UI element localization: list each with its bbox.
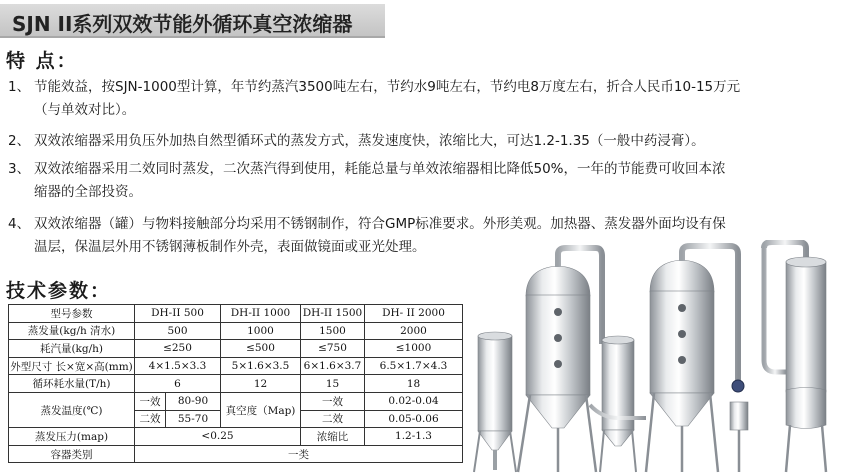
table-header-cell: DH- II 2000	[365, 305, 463, 323]
table-cell: 蒸发压力(map)	[9, 428, 135, 446]
condenser-unit	[764, 242, 826, 472]
table-row	[9, 322, 463, 340]
table-cell: 一效	[301, 392, 365, 410]
table-cell: 1.2-1.3	[365, 428, 463, 446]
table-header-cell: DH-II 1000	[221, 305, 301, 323]
table-row	[9, 445, 463, 463]
feature-item-2	[8, 130, 705, 153]
feature-line: 节能效益，按SJN-1000型计算，年节约蒸汽3500吨左右，节约水9吨左右，节约电8万度左右，折合人民币10-15万元	[34, 79, 741, 95]
equipment-image	[468, 240, 858, 473]
table-cell: 55-70	[166, 410, 221, 428]
table-cell: 浓缩比	[301, 428, 365, 446]
table-cell: 外型尺寸 长×宽×高(mm)	[9, 357, 135, 375]
table-row	[9, 340, 463, 358]
specs-table	[8, 304, 463, 463]
table-cell: 5×1.6×3.5	[221, 357, 301, 375]
table-row	[9, 428, 463, 446]
table-header-cell: 型号参数	[9, 305, 135, 323]
table-cell: 1000	[221, 322, 301, 340]
table-cell: 6×1.6×3.7	[301, 357, 365, 375]
table-cell: 蒸发量(kg/h 清水)	[9, 322, 135, 340]
table-cell: 18	[365, 375, 463, 393]
feature-line: 缩器的全部投资。	[34, 184, 142, 200]
table-cell: 二效	[301, 410, 365, 428]
table-cell: 6	[135, 375, 221, 393]
table-cell: 二效	[135, 410, 166, 428]
feature-item-3	[8, 158, 726, 204]
table-cell: 2000	[365, 322, 463, 340]
feature-line: 双效浓缩器采用负压外加热自然型循环式的蒸发方式，蒸发速度快，浓缩比大，可达1.2-1.35（一般中药浸膏）。	[34, 133, 705, 149]
feature-item-1	[8, 76, 740, 122]
title-bar	[0, 4, 385, 38]
table-cell: 一类	[135, 445, 463, 463]
specs-heading: 技术参数：	[6, 280, 112, 302]
table-cell: 12	[221, 375, 301, 393]
table-cell: 容器类别	[9, 445, 135, 463]
table-row	[9, 357, 463, 375]
table-cell: <0.25	[135, 428, 301, 446]
table-cell: 15	[301, 375, 365, 393]
table-cell: 80-90	[166, 392, 221, 410]
table-cell: 4×1.5×3.3	[135, 357, 221, 375]
table-cell: 一效	[135, 392, 166, 410]
table-cell: 0.05-0.06	[365, 410, 463, 428]
feature-num: 3、	[8, 161, 31, 177]
table-header-cell: DH-II 500	[135, 305, 221, 323]
feature-num: 1、	[8, 79, 31, 95]
table-cell: 蒸发温度(℃)	[9, 392, 135, 427]
table-cell: ≤1000	[365, 340, 463, 358]
table-row	[9, 375, 463, 393]
feature-line: 双效浓缩器（罐）与物料接触部分均采用不锈钢制作，符合GMP标准要求。外形美观。加热器、蒸发器外面均设有保	[34, 216, 726, 232]
features-heading: 特 点：	[6, 50, 78, 72]
table-cell: 循环耗水量(T/h)	[9, 375, 135, 393]
table-cell: 0.02-0.04	[365, 392, 463, 410]
feature-num: 4、	[8, 216, 31, 232]
table-cell: ≤750	[301, 340, 365, 358]
first-effect-unit	[474, 248, 602, 472]
table-header-row	[9, 305, 463, 323]
table-cell: 耗汽量(kg/h)	[9, 340, 135, 358]
feature-line: 双效浓缩器采用二效同时蒸发，二次蒸汽得到使用，耗能总量与单效浓缩器相比降低50%，一年的节能费可收回本浓	[34, 161, 726, 177]
table-row	[9, 392, 463, 410]
table-cell: 1500	[301, 322, 365, 340]
feature-line: 温层，保温层外用不锈钢薄板制作外壳，表面做镜面或亚光处理。	[34, 239, 426, 255]
second-effect-unit	[600, 246, 748, 472]
table-cell: 500	[135, 322, 221, 340]
feature-line: （与单效对比）。	[34, 102, 136, 118]
table-cell: 6.5×1.7×4.3	[365, 357, 463, 375]
table-cell: ≤250	[135, 340, 221, 358]
table-cell: 真空度（Map)	[221, 392, 301, 427]
feature-num: 2、	[8, 133, 31, 149]
table-header-cell: DH-II 1500	[301, 305, 365, 323]
table-cell: ≤500	[221, 340, 301, 358]
page-title: SJN II系列双效节能外循环真空浓缩器	[12, 12, 353, 36]
